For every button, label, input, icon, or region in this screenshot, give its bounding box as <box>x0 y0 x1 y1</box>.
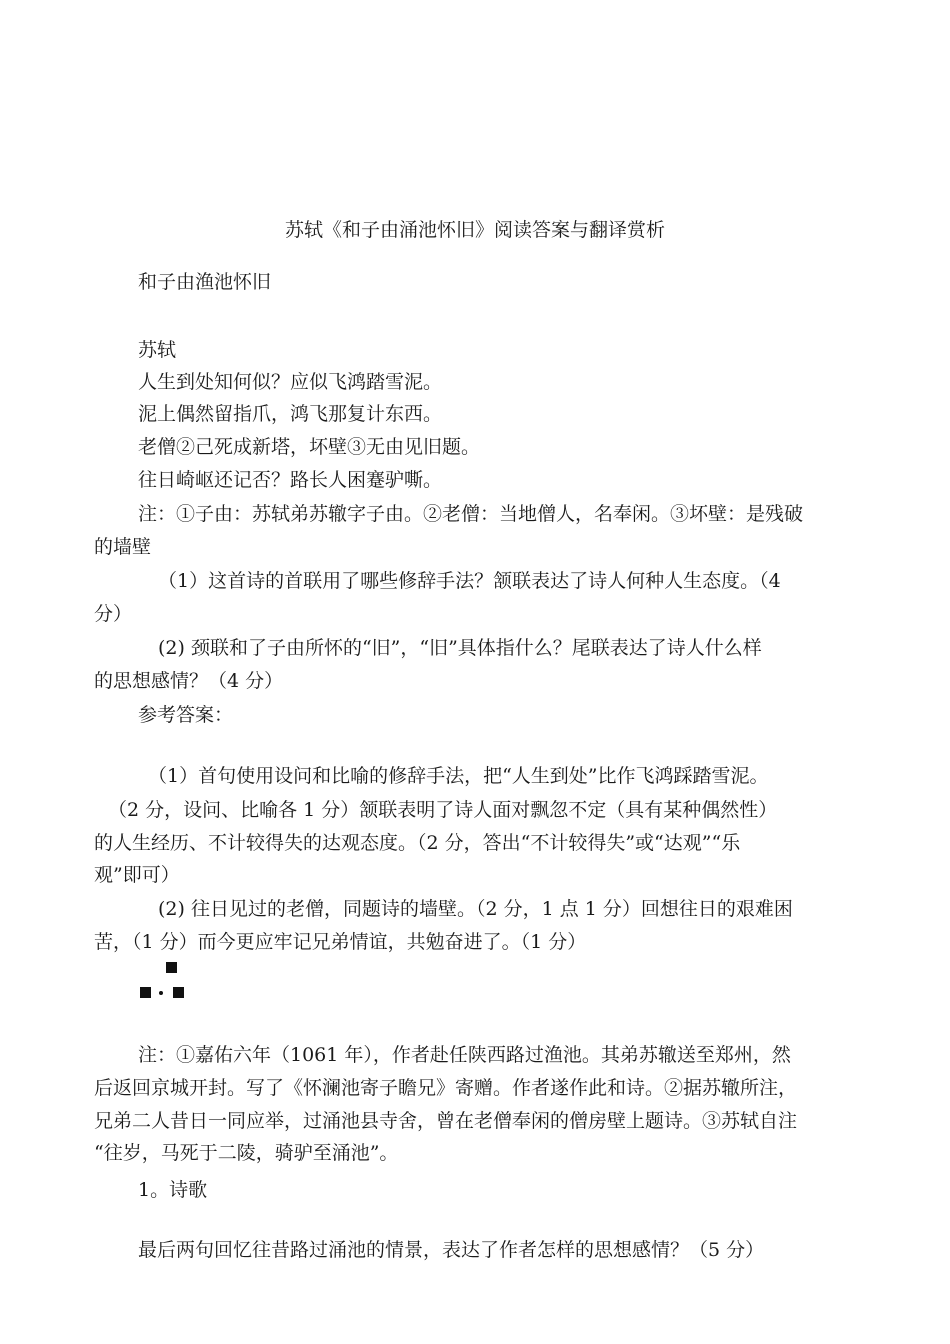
answer-2: (2) 往日见过的老僧，同题诗的墙壁。（2 分，1 点 1 分）回想往日的艰难困 <box>158 898 793 920</box>
answer-1-cont: 的人生经历、不计较得失的达观态度。（2 分，答出“不计较得失”或“达观”“乐 <box>94 832 741 854</box>
note-2-cont: 后返回京城开封。写了《怀澜池寄子瞻兄》寄赠。作者遂作此和诗。②据苏辙所注， <box>94 1077 798 1099</box>
note-2-cont: 兄弟二人昔日一同应举，过涌池县寺舍，曾在老僧奉闲的僧房壁上题诗。③苏轼自注 <box>94 1110 798 1132</box>
poem-author: 苏轼 <box>138 339 177 361</box>
answer-label: 参考答案： <box>138 704 234 726</box>
question-1: （1）这首诗的首联用了哪些修辞手法？颔联表达了诗人何种人生态度。（4 <box>158 570 781 592</box>
poem-line: 泥上偶然留指爪，鸿飞那复计东西。 <box>138 403 443 425</box>
note-2: 注：①嘉佑六年（1061 年），作者赴任陕西路过渔池。其弟苏辙送至郑州，然 <box>138 1044 791 1066</box>
question-1-cont: 分） <box>94 603 133 625</box>
page-title: 苏轼《和子由涌池怀旧》阅读答案与翻译赏析 <box>284 219 665 241</box>
ellipsis-marks-icon <box>140 962 190 1002</box>
note-line: 注：①子由：苏轼弟苏辙字子由。②老僧：当地僧人，名奉闲。③坏壁：是残破 <box>138 503 804 525</box>
question-3: 最后两句回忆往昔路过涌池的情景，表达了作者怎样的思想感情？（5 分） <box>138 1239 765 1261</box>
note-2-cont: “往岁，马死于二陵，骑驴至涌池”。 <box>94 1142 399 1164</box>
section-heading: 1。诗歌 <box>138 1179 208 1201</box>
poem-line: 人生到处知何似？应似飞鸿踏雪泥。 <box>138 371 443 393</box>
answer-1-cont: （2 分，设问、比喻各 1 分）颔联表明了诗人面对飘忽不定（具有某种偶然性） <box>108 799 778 821</box>
note-line: 的墙壁 <box>94 536 152 558</box>
question-2: (2) 颈联和了子由所怀的“旧”，“旧”具体指什么？尾联表达了诗人什么样 <box>158 637 762 659</box>
poem-line: 老僧②己死成新塔，坏壁③无由见旧题。 <box>138 436 481 458</box>
poem-heading: 和子由渔池怀旧 <box>138 271 272 293</box>
answer-2-cont: 苦，（1 分）而今更应牢记兄弟情谊，共勉奋进了。（1 分） <box>94 931 587 953</box>
question-2-cont: 的思想感情？（4 分） <box>94 670 284 692</box>
answer-1-cont: 观”即可） <box>94 864 180 886</box>
answer-1: （1）首句使用设问和比喻的修辞手法，把“人生到处”比作飞鸿踩踏雪泥。 <box>148 765 769 787</box>
poem-line: 往日崎岖还记否？路长人困蹇驴嘶。 <box>138 469 443 491</box>
